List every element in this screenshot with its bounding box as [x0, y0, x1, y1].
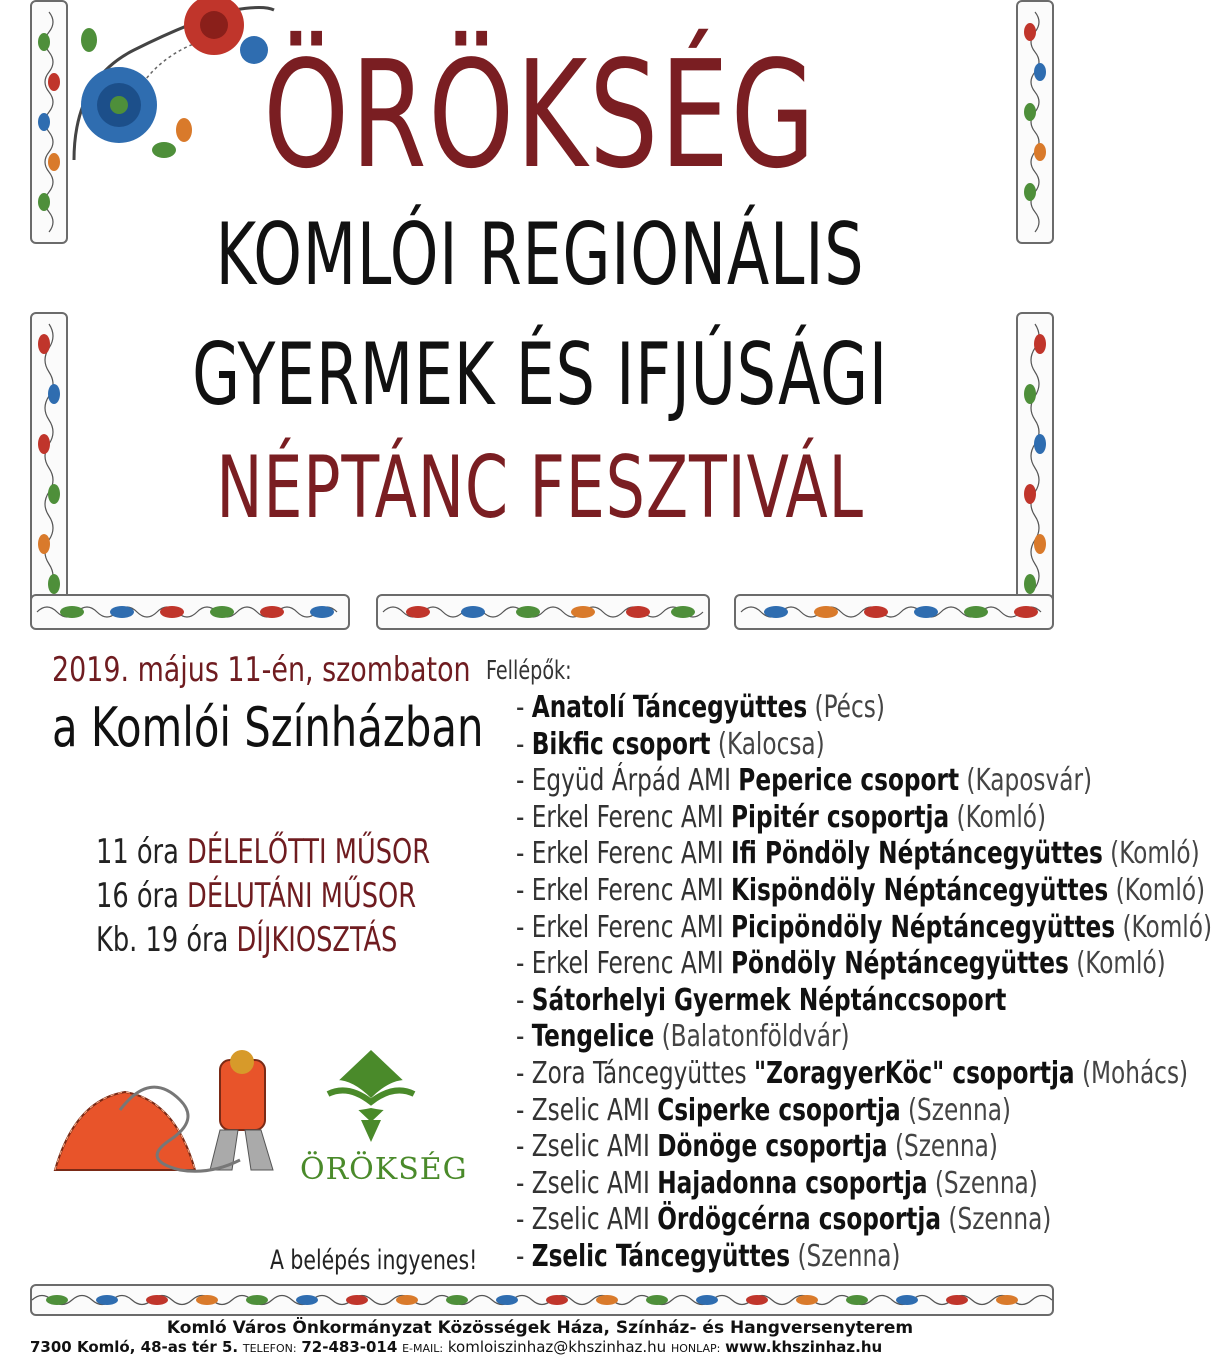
- performer-name: Hajadonna csoportja: [657, 1165, 928, 1201]
- performer-institution: Együd Árpád AMI: [531, 763, 731, 799]
- performer-institution: Erkel Ferenc AMI: [531, 836, 724, 872]
- performer-location: (Komló): [1122, 909, 1212, 945]
- performer-institution: Zselic AMI: [531, 1165, 650, 1201]
- schedule-item: [96, 832, 430, 872]
- performer-location: (Szenna): [894, 1129, 998, 1165]
- performer-item: - Bikfic csoport (Kalocsa): [516, 726, 825, 762]
- performer-institution: Zora Táncegyüttes: [531, 1055, 747, 1091]
- performer-item: - Zselic AMI Ördögcérna csoportja (Szenna): [516, 1202, 1052, 1238]
- footer-email[interactable]: komloiszinhaz@khszinhaz.hu: [447, 1338, 667, 1356]
- footer-email-label: E-MAIL:: [402, 1342, 444, 1355]
- footer-web[interactable]: www.khszinhaz.hu: [725, 1338, 883, 1356]
- performer-location: (Szenna): [934, 1165, 1038, 1201]
- performer-location: (Szenna): [797, 1238, 901, 1274]
- performer-item: - Erkel Ferenc AMI Pipitér csoportja (Komló): [516, 799, 1047, 835]
- event-date: 2019. május 11-én, szombaton: [52, 650, 471, 690]
- performer-institution: Erkel Ferenc AMI: [531, 872, 724, 908]
- footer-phone: 72-483-014: [301, 1338, 398, 1356]
- performer-location: (Komló): [1110, 836, 1200, 872]
- performer-name: Anatolí Táncegyüttes: [531, 690, 808, 725]
- schedule-label: DÉLUTÁNI MŰSOR: [187, 876, 417, 916]
- performer-location: (Kaposvár): [966, 763, 1093, 799]
- performer-item: - Anatolí Táncegyüttes (Pécs): [516, 690, 885, 725]
- dancer-logo: [50, 1050, 290, 1180]
- performer-location: (Pécs): [814, 690, 885, 725]
- performer-item: - Zselic Táncegyüttes (Szenna): [516, 1238, 901, 1274]
- right-upper-border: [1016, 0, 1054, 244]
- performer-item: - Erkel Ferenc AMI Pöndöly Néptáncegyüttes (Komló): [516, 946, 1166, 982]
- performer-name: Sátorhelyi Gyermek Néptánccsoport: [531, 982, 1007, 1018]
- horizontal-border-left: [30, 594, 350, 630]
- left-upper-border: [30, 0, 68, 244]
- performer-institution: Zselic AMI: [531, 1092, 650, 1128]
- performer-item: - Erkel Ferenc AMI Ifi Pöndöly Néptáncegyüttes (Komló): [516, 836, 1200, 872]
- schedule-item: [96, 920, 397, 960]
- performers-heading: Fellépők:: [486, 656, 572, 686]
- festival-title: ÖRÖKSÉG: [263, 29, 817, 201]
- performers-list: [516, 690, 1212, 1276]
- performer-item: - Zselic AMI Csiperke csoportja (Szenna): [516, 1092, 1011, 1128]
- performer-item: - Sátorhelyi Gyermek Néptánccsoport: [516, 982, 1007, 1018]
- footer-address: 7300 Komló, 48-as tér 5.: [30, 1338, 239, 1356]
- performer-name: Pöndöly Néptáncegyüttes: [731, 946, 1069, 982]
- footer-contact: [30, 1338, 882, 1356]
- performer-item: - Zselic AMI Hajadonna csoportja (Szenna): [516, 1165, 1038, 1201]
- performer-name: Bikfic csoport: [531, 726, 711, 762]
- performer-location: (Komló): [1076, 946, 1166, 982]
- performer-institution: Zselic AMI: [531, 1202, 650, 1238]
- title-line-1: KOMLÓI REGIONÁLIS: [215, 205, 865, 305]
- performer-location: (Mohács): [1081, 1055, 1189, 1091]
- performer-name: Csiperke csoportja: [657, 1092, 901, 1128]
- performer-name: Pipitér csoportja: [731, 799, 950, 835]
- performer-institution: Erkel Ferenc AMI: [531, 909, 724, 945]
- event-venue: a Komlói Színházban: [52, 696, 484, 759]
- performer-location: (Komló): [956, 799, 1047, 835]
- orokseg-logo: [306, 1048, 436, 1148]
- schedule-label: DÍJKIOSZTÁS: [236, 920, 398, 960]
- performer-location: (Kalocsa): [717, 726, 825, 762]
- performer-institution: Zselic AMI: [531, 1129, 650, 1165]
- title-line-3: NÉPTÁNC FESZTIVÁL: [216, 438, 864, 538]
- performer-item: - Erkel Ferenc AMI Kispöndöly Néptáncegyüttes (Komló): [516, 872, 1206, 908]
- footer-phone-label: TELEFON:: [242, 1342, 297, 1355]
- schedule-label: DÉLELŐTTI MŰSOR: [187, 832, 431, 872]
- performer-location: (Szenna): [948, 1202, 1052, 1238]
- footer-border: [30, 1284, 1054, 1316]
- performer-item: - Zora Táncegyüttes "ZoragyerKöc" csoportja (Mohács): [516, 1055, 1189, 1091]
- performer-location: (Szenna): [907, 1092, 1011, 1128]
- title-line-2: GYERMEK ÉS IFJÚSÁGI: [192, 325, 888, 425]
- left-lower-border: [30, 312, 68, 606]
- schedule-time: 11 óra: [96, 832, 179, 872]
- performer-institution: Erkel Ferenc AMI: [531, 799, 724, 835]
- performer-item: - Zselic AMI Dönöge csoportja (Szenna): [516, 1129, 998, 1165]
- horizontal-border-middle: [376, 594, 710, 630]
- performer-item: - Tengelice (Balatonföldvár): [516, 1019, 850, 1055]
- performer-name: Peperice csoport: [738, 763, 960, 799]
- free-entry-note: A belépés ingyenes!: [270, 1245, 478, 1276]
- right-lower-border: [1016, 312, 1054, 606]
- schedule-item: [96, 876, 416, 916]
- performer-name: Ördögcérna csoportja: [657, 1202, 942, 1238]
- orokseg-logo-label: ÖRÖKSÉG: [300, 1152, 468, 1187]
- performer-name: Tengelice: [531, 1019, 655, 1055]
- horizontal-border-right: [734, 594, 1054, 630]
- performer-name: Zselic Táncegyüttes: [531, 1238, 791, 1274]
- performer-name: Kispöndöly Néptáncegyüttes: [731, 872, 1109, 908]
- performer-name: "ZoragyerKöc" csoportja: [753, 1055, 1075, 1091]
- schedule-time: Kb. 19 óra: [96, 920, 229, 960]
- performer-name: Dönöge csoportja: [657, 1129, 888, 1165]
- footer-web-label: HONLAP:: [670, 1342, 721, 1355]
- performer-name: Picipöndöly Néptáncegyüttes: [731, 909, 1116, 945]
- performer-institution: Erkel Ferenc AMI: [531, 946, 724, 982]
- performer-location: (Komló): [1115, 872, 1206, 908]
- performer-location: (Balatonföldvár): [661, 1019, 850, 1055]
- schedule-time: 16 óra: [96, 876, 179, 916]
- performer-item: - Együd Árpád AMI Peperice csoport (Kaposvár): [516, 763, 1093, 799]
- footer-organization: Komló Város Önkormányzat Közösségek Háza, Színház- és Hangversenyterem: [166, 1318, 914, 1338]
- performer-item: - Erkel Ferenc AMI Picipöndöly Néptáncegyüttes (Komló): [516, 909, 1212, 945]
- performer-name: Ifi Pöndöly Néptáncegyüttes: [731, 836, 1103, 872]
